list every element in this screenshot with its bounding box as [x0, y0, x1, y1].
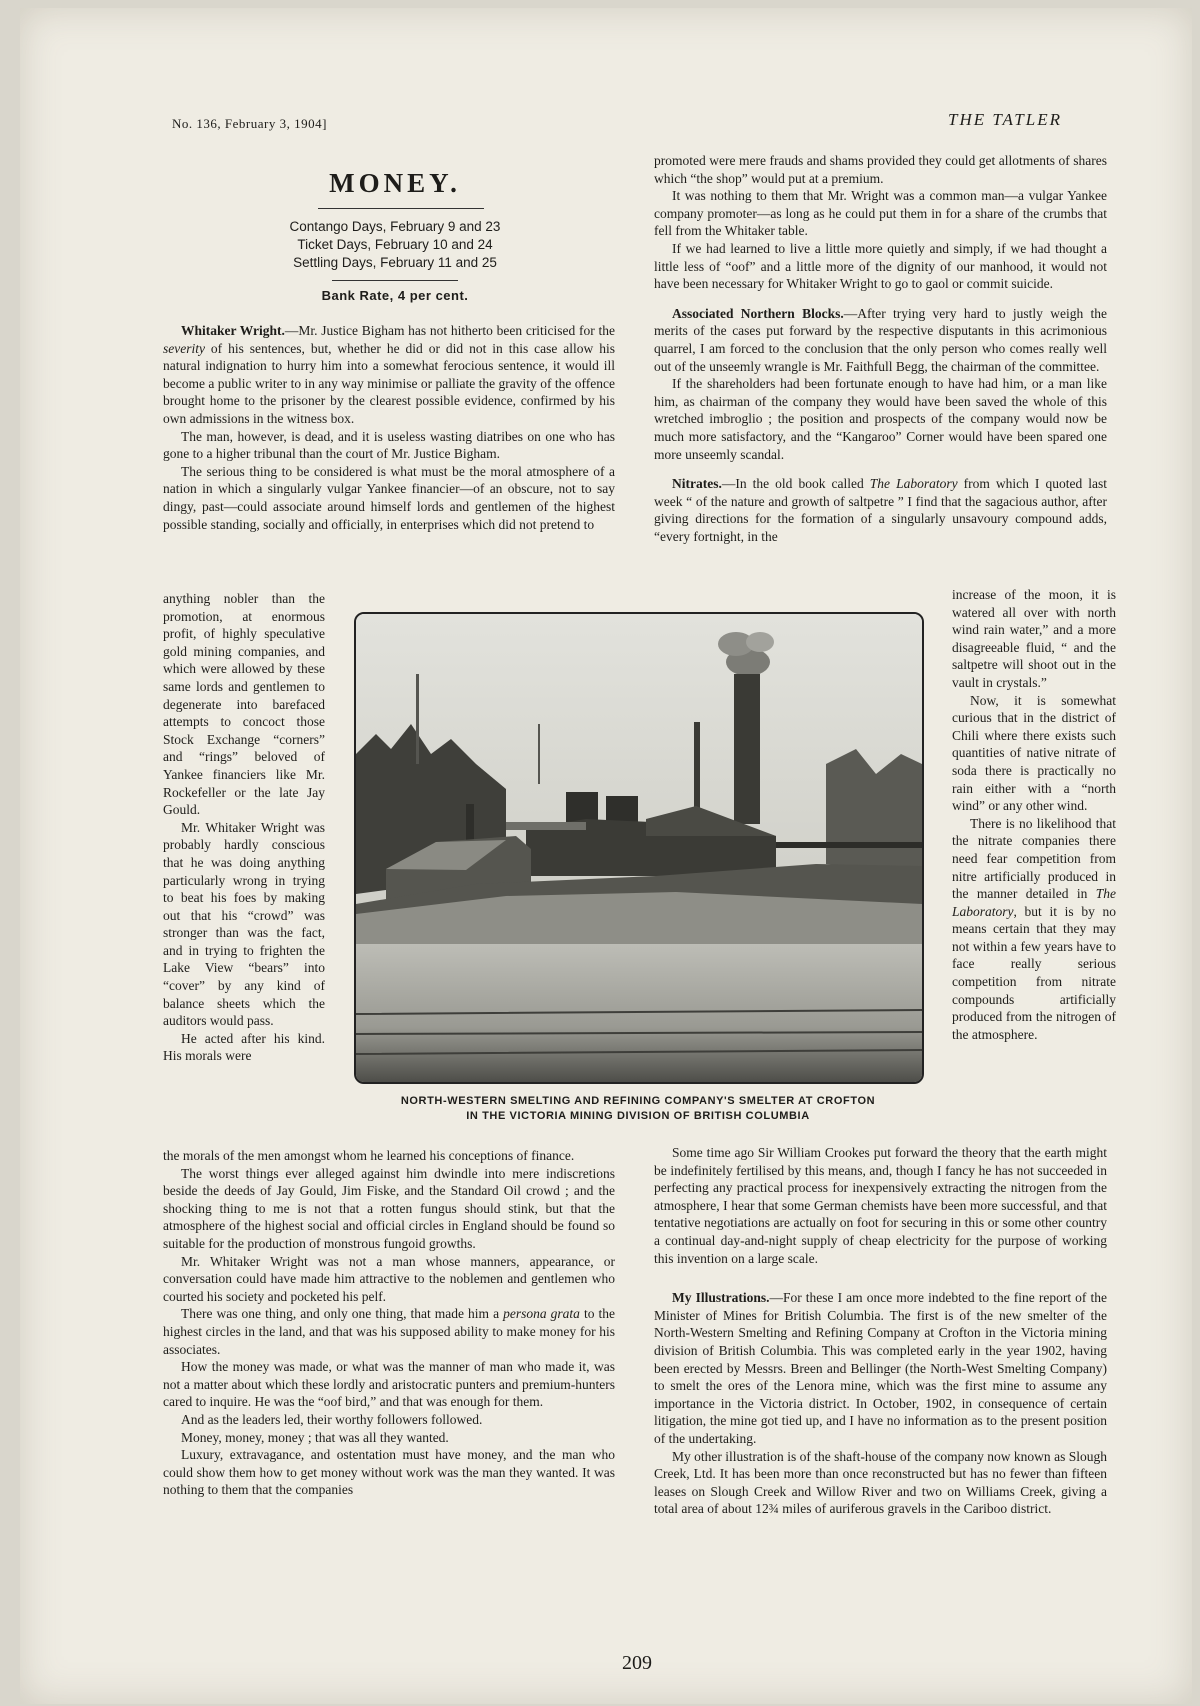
heading-my-illustrations: My Illustrations. — [672, 1290, 770, 1306]
paragraph: The man, however, is dead, and it is useless wasting diatribes on one who has gone to a higher tribunal than the court of Mr. Justice Bigham. — [163, 428, 615, 462]
right-column-bottom: Some time ago Sir William Crookes put forward the theory that the earth might be indefinitely fertilised by this means, and, though I fancy he has not succeeded in perfecting any practical process for inexpensively extracting the nitrogen from the atmosphere, I hear that some German chemists have been more successful, and that tentative negotiations are actually on foot for securing in this or some other country a continual day-and-night supply of cheap electricity for the purpose of working this invention on a large scale. My Illustrations.—For these I am once more indebted to the fine report of the Minister of Mines for British Columbia. The first is of the new smelter of the North-Western Smelting and Refining Company at Crofton in the Victoria mining division of British Columbia. This was completed early in the year 1902, having been erected by Messrs. Breen and Bellinger (the North-West Smelting Company) to smelt the ores of the Lenora mine, which was the first mine to assume any importance in the Victoria district. In October, 1902, in consequence of certain litigation, the mine got tied up, and I have no information as to the present position of the undertaking. My other illustration is of the shaft-house of the company now known as Slough Creek, Ltd. It has been more than once reconstructed but has no fewer than fifteen leases on Slough Creek and Willow River and two on Williams Creek, giving a total area of about 12¾ miles of auriferous gravels in the Cariboo district. — [654, 1145, 1107, 1517]
paragraph: It was nothing to them that Mr. Wright was a common man—a vulgar Yankee company promoter—as long as he could put them in for a share of the crumbs that fell from the Whitaker table. — [654, 188, 1107, 239]
paragraph: He acted after his kind. His morals were — [163, 1030, 325, 1064]
caption-line-1: NORTH-WESTERN SMELTING AND REFINING COMPANY'S SMELTER AT CROFTON — [400, 1095, 876, 1107]
magazine-name-header: THE TATLER — [948, 110, 1062, 129]
paragraph: The worst things ever alleged against him dwindle into mere indiscretions beside the deeds of Jay Gould, Jim Fiske, and the Standard Oil crowd ; and the shocking thing to me is not that a rotten fungus should stink, but that the atmosphere of the highest social and official circles in England should be found so suitable for the production of monstrous fungoid growths. — [163, 1165, 615, 1251]
issue-date-header: No. 136, February 3, 1904] — [172, 116, 327, 131]
paragraph: the morals of the men amongst whom he learned his conceptions of finance. — [163, 1148, 575, 1163]
settlement-dates — [210, 218, 580, 272]
contango-days: Contango Days, February 9 and 23 — [289, 219, 501, 234]
paragraph: If the shareholders had been fortunate enough to have had him, or a man like him, as chairman of the company they would have been saved the whole of this wretched imbroglio ; the position and prospects of the company would now be much more satisfactory, and the “Kangaroo” Corner would have been spared one more unseemly scandal. — [654, 376, 1107, 462]
paragraph: The serious thing to be considered is what must be the moral atmosphere of a nation in which a singularly vulgar Yankee financier—of an obscure, not to say dingy, past—could associate around himself lords and gentlemen of the highest possible standing, socially and officially, in enterprises which did not pretend to — [163, 463, 615, 532]
heading-associated-northern-blocks: Associated Northern Blocks. — [672, 305, 844, 321]
right-column-top: promoted were mere frauds and shams provided they could get allotments of shares which “the shop” would put at a premium. It was nothing to them that Mr. Wright was a common man—a vulgar Yankee company promoter—as long as he could put them in for a share of the crumbs that fell from the Whitaker table. If we had learned to live a little more quietly and simply, if we had thought a little less of “oof” and a little more of the dignity of our manhood, it would not have been necessary for Whitaker Wright to go to gaol or commit suicide. Associated Northern Blocks.—After trying very hard to justly weigh the merits of the cases put forward by the respective disputants in this acrimonious quarrel, I am forced to the conclusion that the only person who comes really well out of the unseemly wrangle is Mr. Faithfull Begg, the chairman of the committee. If the shareholders had been fortunate enough to have had him, or a man like him, as chairman of the company they would have been saved the whole of this wretched imbroglio ; the position and prospects of the company would now be much more satisfactory, and the “Kangaroo” Corner would have been spared one more unseemly scandal. Nitrates.—In the old book called The Laboratory from which I quoted last week “ of the nature and growth of saltpetre ” I find that the sagacious author, after giving directions for the formation of a singularly unsavoury compound adds, “every fortnight, in the — [654, 153, 1107, 544]
photo-caption — [340, 1094, 936, 1124]
right-column-narrow: increase of the moon, it is watered all over with north wind rain water,” and a more disagreeable fluid, “ and the saltpetre will shoot out in the vault in crystals.” Now, it is somewhat curious that in the district of Chili where there exists such quantities of native nitrate of soda there is practically no rain either with a “north wind” or any other wind. There is no likelihood that the nitrate companies there need fear competition from nitre artificially produced in the manner detailed in The Laboratory, but it is by no means certain that they may not within a few years have to face really serious competition from nitrate compounds artificially produced from the nitrogen of the atmosphere. — [952, 587, 1116, 1042]
paragraph: anything nobler than the promotion, at enormous profit, of highly speculative gold mining companies, and which were allowed by these same lords and gentlemen to degenerate into barefaced attempts to concoct those Stock Exchange “corners” and “rings” beloved of Yankee financiers like Mr. Rockefeller or the late Jay Gould. — [163, 591, 325, 818]
paragraph: Mr. Whitaker Wright was probably hardly conscious that he was doing anything particularly wrong in trying to beat his foes by making out that his “crowd” was stronger than was the fact, and in trying to frighten the Lake View “bears” into “cover” by any kind of balance sheets which the auditors would pass. — [163, 819, 325, 1029]
paragraph: Luxury, extravagance, and ostentation must have money, and the man who could show them how to get money without work was the man they wanted. It was nothing to them that the companies — [163, 1447, 615, 1498]
title-rule — [318, 208, 484, 209]
heading-whitaker-wright: Whitaker Wright. — [181, 323, 285, 338]
left-column-top: Whitaker Wright.—Mr. Justice Bigham has not hitherto been criticised for the severity of his sentences, but, whether he did or did not in this case allow his natural indignation to hurry him into a somewhat ferocious sentence, it would ill become a public writer to in any way minimise or palliate the gravity of the offence brought home to the prisoner by the clearest possible evidence, confirmed by his own admissions in the witness box. The man, however, is dead, and it is useless wasting diatribes on one who has gone to a higher tribunal than the court of Mr. Justice Bigham. The serious thing to be considered is what must be the moral atmosphere of a nation in which a singularly vulgar Yankee financier—of an obscure, not to say dingy, past—could associate around himself lords and gentlemen of the highest possible standing, socially and officially, in enterprises which did not pretend to — [163, 323, 615, 532]
bank-rate: Bank Rate, 4 per cent. — [321, 288, 469, 303]
page-number: 209 — [622, 1652, 652, 1674]
left-column-narrow — [163, 590, 325, 1065]
article-title: MONEY. — [329, 168, 461, 198]
smelter-illustration — [356, 614, 922, 1082]
paragraph: Now, it is somewhat curious that in the district of Chili where there exists such quantities of native nitrate of soda there is practically no rain either with a “north wind” or any other wind. — [952, 692, 1116, 814]
settling-days: Settling Days, February 11 and 25 — [293, 255, 497, 270]
dates-rule — [332, 280, 458, 281]
left-column-bottom: the morals of the men amongst whom he learned his conceptions of finance. The worst things ever alleged against him dwindle into mere indiscretions beside the deeds of Jay Gould, Jim Fiske, and the Standard Oil crowd ; and the shocking thing to me is not that a rotten fungus should stink, but that the atmosphere of the highest social and official circles in England should be found so suitable for the production of monstrous fungoid growths. Mr. Whitaker Wright was not a man whose manners, appearance, or conversation could have made him attractive to the noblemen and gentlemen who courted his society and pocketed his pelf. There was one thing, and only one thing, that made him a persona grata to the highest circles in the land, and that was his supposed ability to make money for his associates. How the money was made, or what was the manner of man who made it, was not a matter about which these lordly and aristocratic punters and premium-hunters cared to inquire. He was the “oof bird,” and that was enough for them. And as the leaders led, their worthy followers followed. Money, money, money ; that was all they wanted. Luxury, extravagance, and ostentation must have money, and the man who could show them how to get money without work was the man they wanted. It was nothing to them that the companies — [163, 1148, 615, 1498]
paragraph: If we had learned to live a little more quietly and simply, if we had thought a little less of “oof” and a little more of the dignity of our manhood, it would not have been necessary for Whitaker Wright to go to gaol or commit suicide. — [654, 240, 1107, 292]
paragraph: Some time ago Sir William Crookes put forward the theory that the earth might be indefinitely fertilised by this means, and, though I fancy he has not succeeded in perfecting any practical process for inexpensively extracting the nitrogen from the atmosphere, I hear that some German chemists have been more successful, and that tentative negotiations are actually on foot for securing in this or some other country a continual day-and-night supply of cheap electricity for the purpose of working this invention on a large scale. — [654, 1145, 1107, 1266]
caption-line-2: IN THE VICTORIA MINING DIVISION OF BRITISH COLUMBIA — [466, 1110, 810, 1122]
paragraph: Money, money, money ; that was all they wanted. — [181, 1429, 449, 1445]
paragraph: And as the leaders led, their worthy followers followed. — [181, 1411, 483, 1427]
ticket-days: Ticket Days, February 10 and 24 — [297, 237, 493, 252]
smelter-photograph — [354, 612, 924, 1084]
paragraph: My other illustration is of the shaft-house of the company now known as Slough Creek, Ltd. It has been more than once reconstructed but has no fewer than fifteen leases on Slough Creek and Willow River and two on Williams Creek, giving a total area of about 12¾ miles of auriferous gravels in the Cariboo district. — [654, 1448, 1107, 1517]
paragraph: Mr. Whitaker Wright was not a man whose manners, appearance, or conversation could have made him attractive to the noblemen and gentlemen who courted his society and pocketed his pelf. — [163, 1253, 615, 1304]
paragraph: increase of the moon, it is watered all over with north wind rain water,” and a more disagreeable fluid, “ and the saltpetre will shoot out in the vault in crystals.” — [952, 587, 1116, 690]
heading-nitrates: Nitrates. — [672, 476, 722, 492]
paragraph: How the money was made, or what was the manner of man who made it, was not a matter about which these lordly and aristocratic punters and premium-hunters cared to inquire. He was the “oof bird,” and that was enough for them. — [163, 1359, 615, 1410]
paragraph: promoted were mere frauds and shams provided they could get allotments of shares which “the shop” would put at a premium. — [654, 153, 1107, 186]
